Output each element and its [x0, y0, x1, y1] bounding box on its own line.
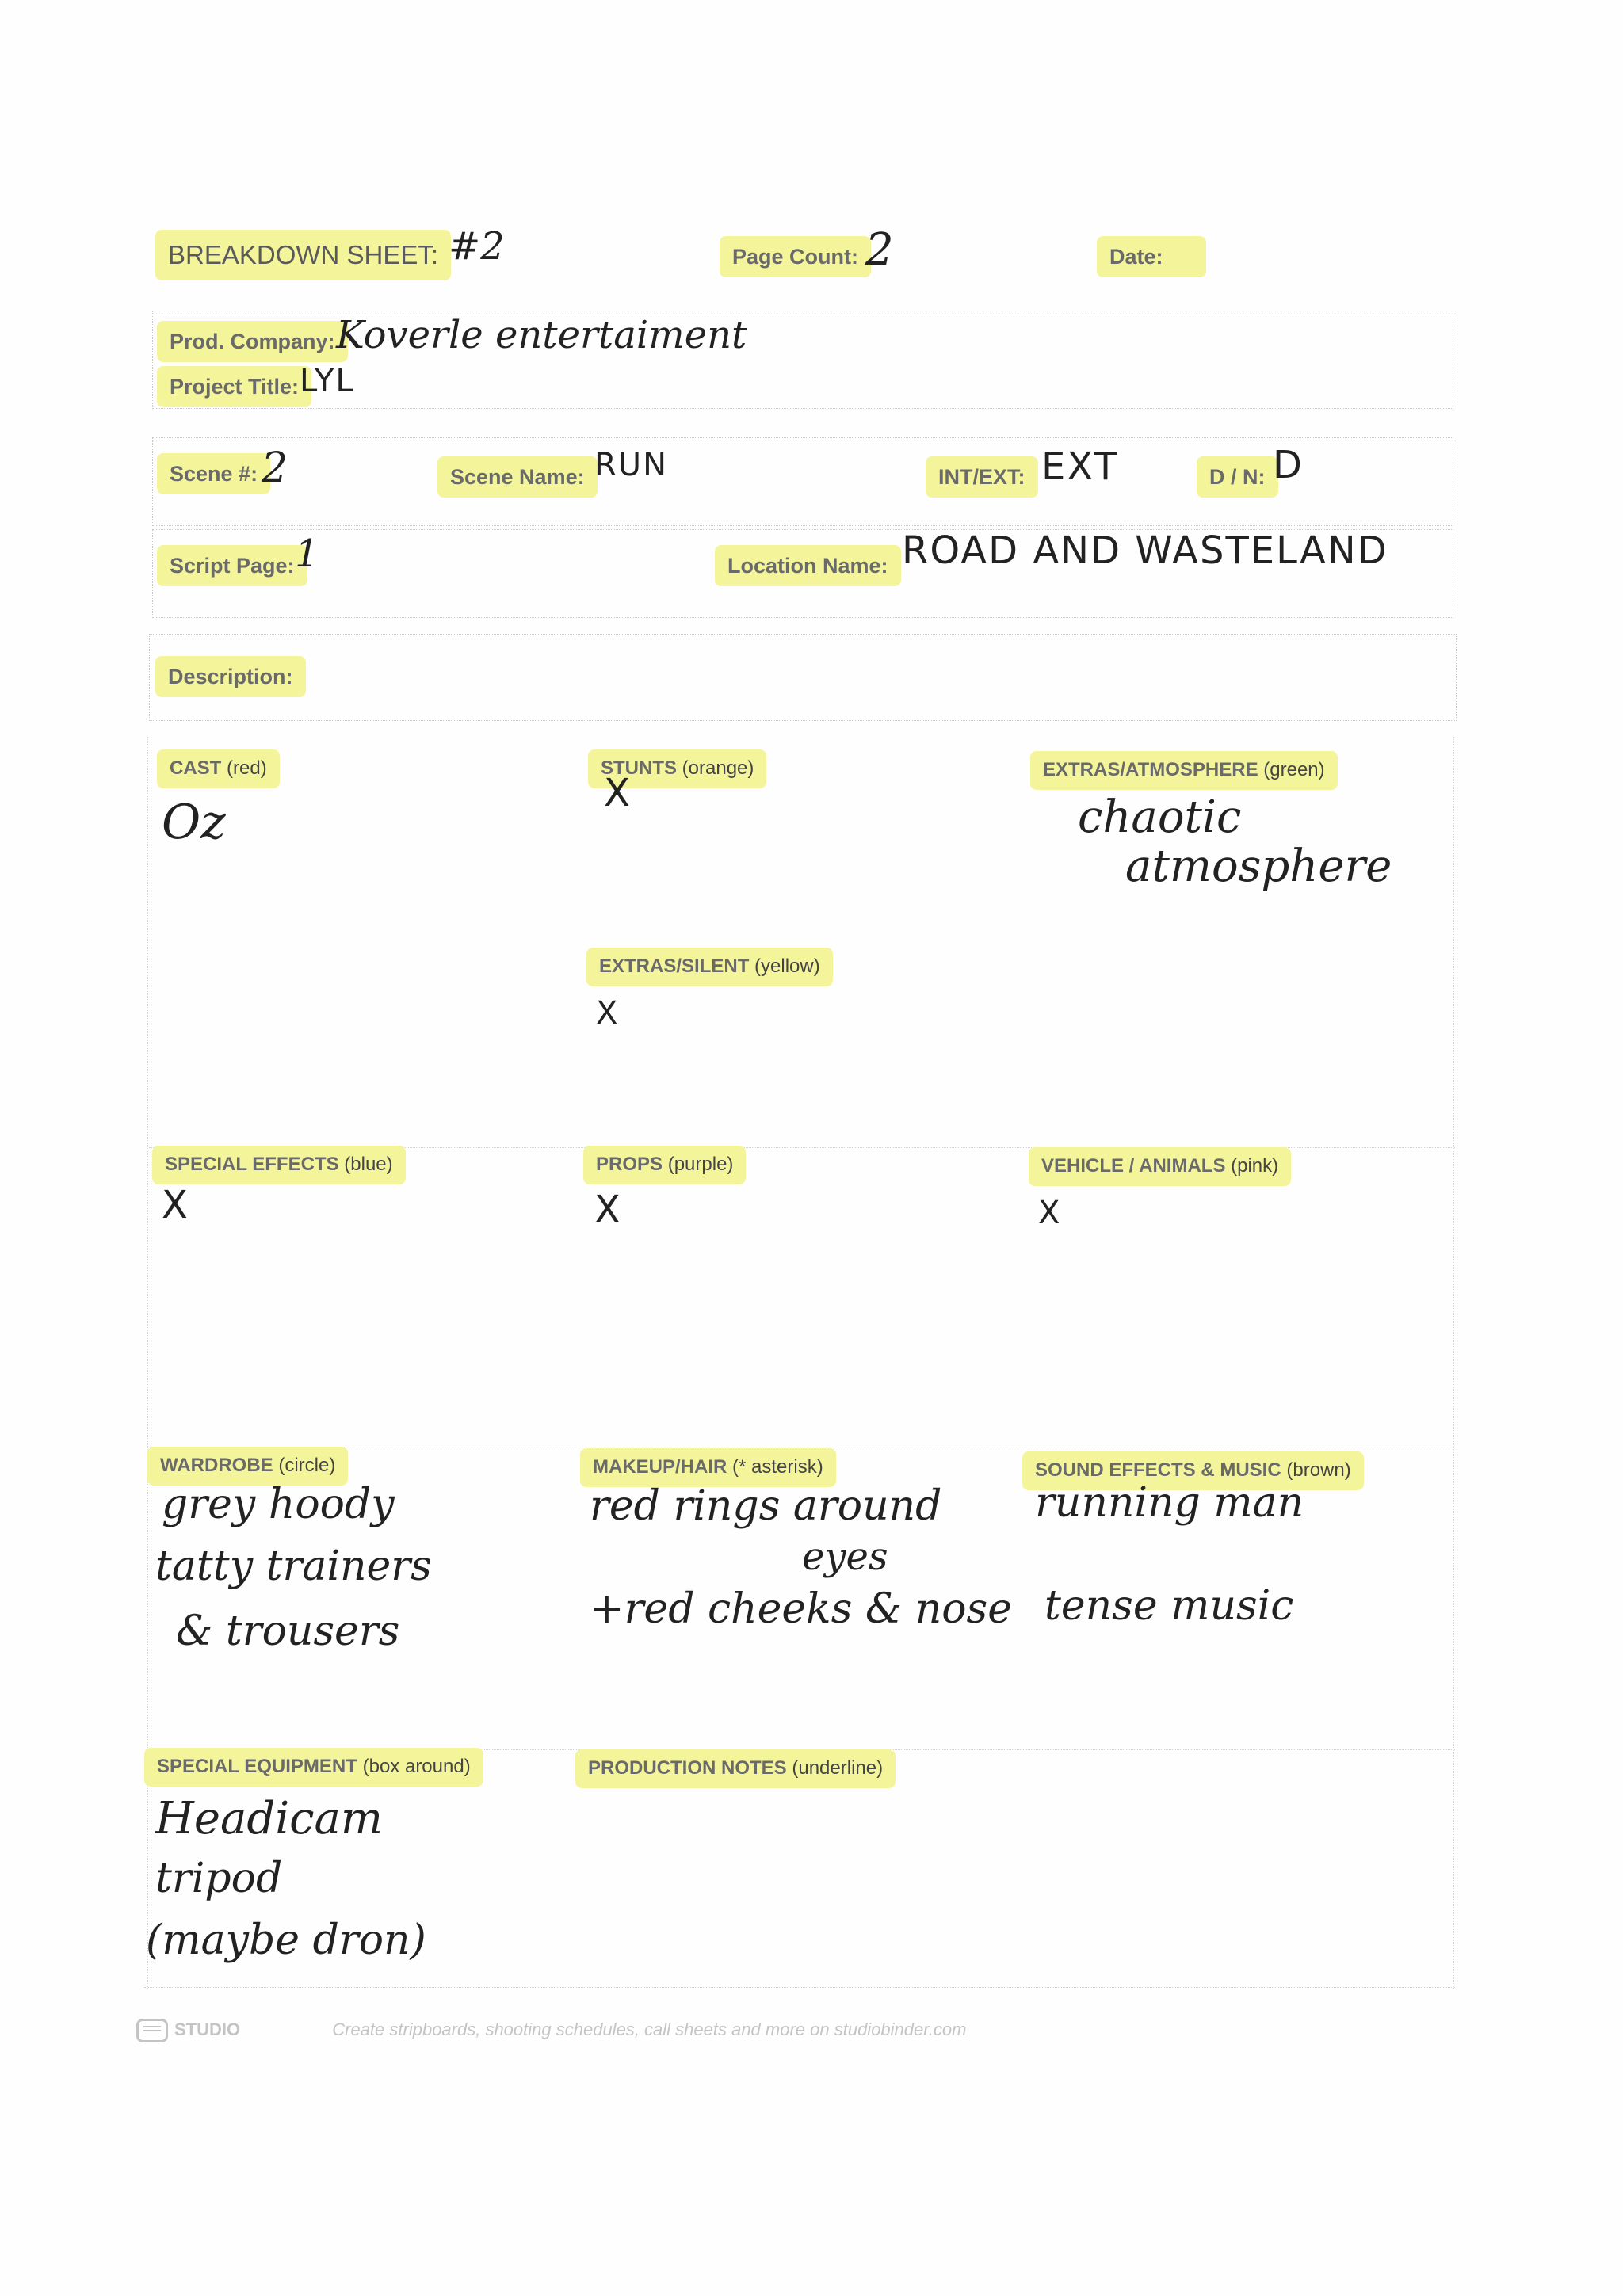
description-label: Description:	[155, 656, 306, 697]
extras-atmosphere-label: EXTRAS/ATMOSPHERE	[1043, 759, 1258, 780]
divider	[1453, 737, 1454, 1989]
special-effects-entry: X	[162, 1183, 189, 1227]
sound-music-label: SOUND EFFECTS & MUSIC	[1035, 1459, 1281, 1481]
script-page-label: Script Page:	[157, 545, 307, 586]
vehicle-animals-heading	[1029, 1147, 1291, 1186]
extras-silent-entry: X	[596, 995, 620, 1032]
sound-music-entry: tense music	[1044, 1582, 1294, 1630]
day-night-value: D	[1273, 443, 1304, 487]
wardrobe-entry: grey hoody	[162, 1481, 395, 1528]
breakdown-sheet-number: #2	[449, 224, 505, 269]
special-effects-color: (blue)	[344, 1154, 393, 1175]
page-count-value: 2	[865, 224, 894, 276]
day-night-label: D / N:	[1197, 456, 1278, 498]
props-color: (purple)	[667, 1154, 734, 1175]
special-effects-label: SPECIAL EFFECTS	[165, 1154, 339, 1175]
wardrobe-entry: & trousers	[176, 1608, 400, 1655]
props-entry: X	[594, 1188, 622, 1232]
divider	[147, 737, 148, 1989]
cast-color: (red)	[227, 757, 267, 779]
vehicle-animals-label: VEHICLE / ANIMALS	[1041, 1155, 1226, 1177]
clapperboard-icon	[136, 2019, 168, 2042]
prod-company-value: Koverle entertaiment	[336, 313, 747, 357]
makeup-hair-color: (* asterisk)	[732, 1456, 823, 1478]
special-equipment-entry: tripod	[155, 1855, 283, 1902]
special-equipment-entry: (maybe dron)	[146, 1917, 426, 1964]
scene-name-value: RUN	[594, 447, 668, 483]
sound-music-entry: running man	[1035, 1479, 1304, 1527]
divider	[144, 1987, 1455, 1988]
cast-label: CAST	[170, 757, 222, 779]
scene-number-label: Scene #:	[157, 453, 270, 494]
production-notes-label: PRODUCTION NOTES	[588, 1757, 787, 1779]
special-equipment-entry: Headicam	[155, 1793, 383, 1844]
special-effects-heading	[152, 1146, 406, 1184]
special-equipment-heading	[144, 1748, 483, 1787]
prod-company-label: Prod. Company:	[157, 321, 348, 362]
location-name-label: Location Name:	[715, 545, 901, 586]
production-notes-color: (underline)	[792, 1757, 884, 1779]
vehicle-animals-color: (pink)	[1231, 1155, 1279, 1177]
breakdown-sheet-label: BREAKDOWN SHEET:	[155, 230, 451, 280]
makeup-hair-entry: red rings around	[590, 1482, 942, 1530]
props-heading	[583, 1146, 746, 1184]
extras-atmosphere-entry: atmosphere	[1125, 841, 1392, 892]
extras-silent-label: EXTRAS/SILENT	[599, 955, 750, 977]
props-label: PROPS	[596, 1154, 663, 1175]
makeup-hair-label: MAKEUP/HAIR	[593, 1456, 727, 1478]
wardrobe-label: WARDROBE	[160, 1455, 273, 1476]
extras-silent-heading	[586, 948, 833, 986]
special-equipment-color: (box around)	[362, 1756, 471, 1777]
special-equipment-label: SPECIAL EQUIPMENT	[157, 1756, 357, 1777]
wardrobe-color: (circle)	[278, 1455, 336, 1476]
sound-music-color: (brown)	[1286, 1459, 1351, 1481]
cast-entry: Oz	[162, 795, 226, 850]
int-ext-value: EXT	[1041, 444, 1119, 489]
int-ext-label: INT/EXT:	[926, 456, 1038, 498]
scene-name-label: Scene Name:	[437, 456, 598, 498]
makeup-hair-entry: +red cheeks & nose	[590, 1585, 1012, 1633]
vehicle-animals-entry: X	[1038, 1195, 1062, 1231]
cast-heading	[157, 749, 280, 788]
page-count-label: Page Count:	[720, 236, 871, 277]
project-title-label: Project Title:	[157, 366, 311, 407]
studiobinder-logo: STUDIO	[136, 2019, 240, 2039]
production-notes-heading	[575, 1749, 896, 1788]
extras-atmosphere-entry: chaotic	[1078, 791, 1242, 843]
scene-number-value: 2	[262, 444, 288, 492]
wardrobe-heading	[147, 1447, 348, 1486]
makeup-hair-entry: eyes	[802, 1535, 888, 1579]
footer-tagline: Create stripboards, shooting schedules, call sheets and more on studiobinder.com	[332, 2019, 967, 2039]
location-name-value: ROAD AND WASTELAND	[902, 528, 1388, 573]
description-box	[149, 634, 1457, 721]
extras-silent-color: (yellow)	[754, 955, 820, 977]
footer	[136, 2019, 966, 2042]
extras-atmosphere-heading	[1030, 751, 1338, 790]
wardrobe-entry: tatty trainers	[155, 1543, 432, 1590]
stunts-entry: X	[604, 771, 632, 815]
script-page-value: 1	[295, 532, 319, 576]
extras-atmosphere-color: (green)	[1263, 759, 1325, 780]
stunts-label: STUNTS	[601, 757, 677, 779]
project-title-value: LYL	[300, 363, 355, 399]
date-label: Date:	[1097, 236, 1206, 277]
makeup-hair-heading	[580, 1448, 836, 1487]
stunts-color: (orange)	[682, 757, 754, 779]
